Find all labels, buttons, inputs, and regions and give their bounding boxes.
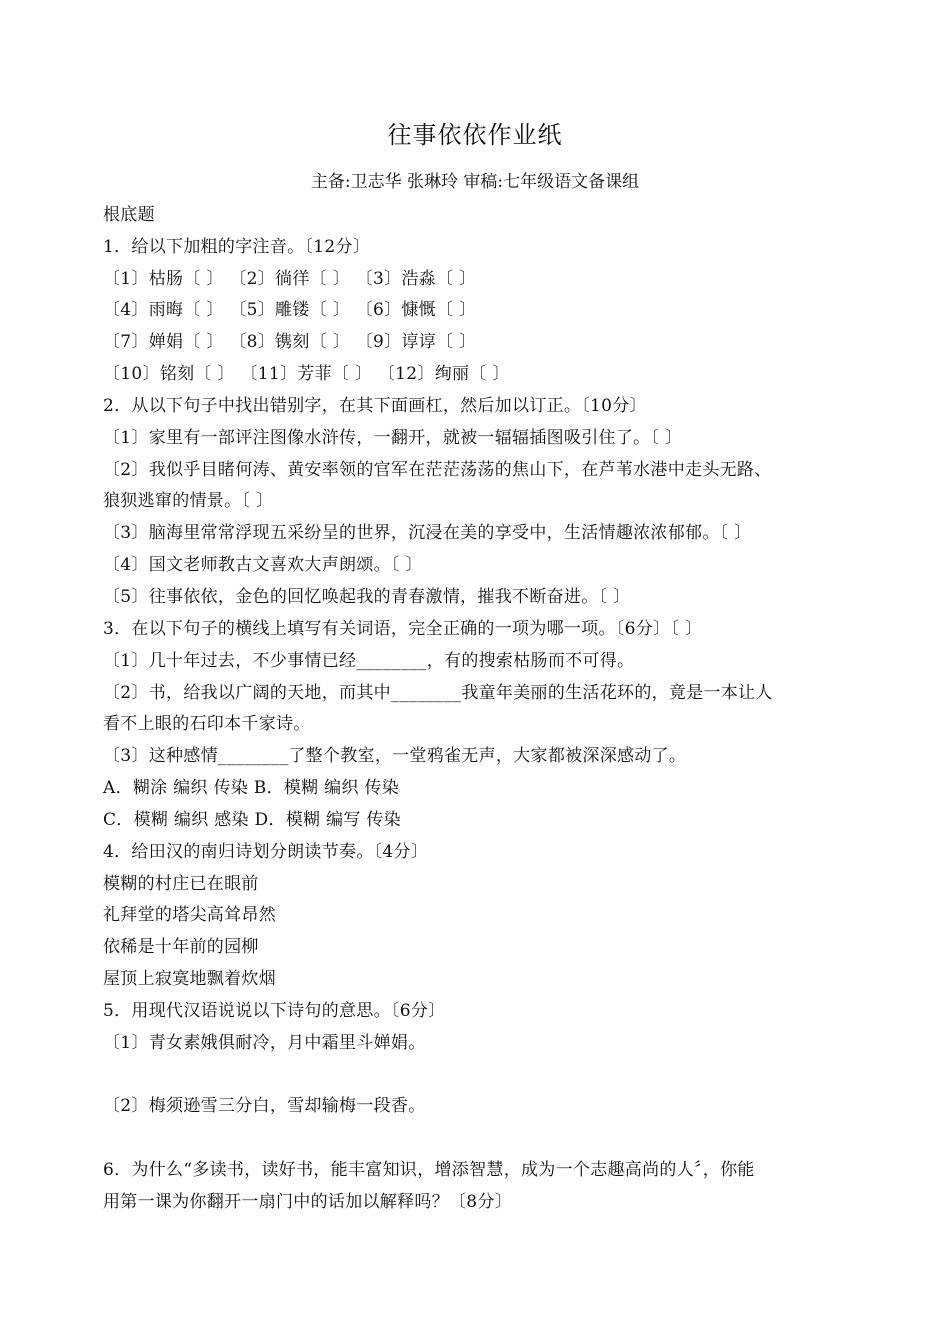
question-3-options: A．糊涂 编织 传染 B．模糊 编织 传染 bbox=[103, 778, 400, 798]
section-heading: 根底题 bbox=[103, 205, 155, 225]
question-3-stem: 3．在以下句子的横线上填写有关词语，完全正确的一项为哪一项。〔6分〕〔 〕 bbox=[103, 619, 703, 639]
question-2-item-cont: 狼狈逃窜的情景。〔 〕 bbox=[103, 491, 274, 511]
page-title: 往事依依作业纸 bbox=[387, 121, 563, 149]
question-3-item: 〔3〕这种感情________了整个教室，一堂鸦雀无声，大家都被深深感动了。 bbox=[103, 746, 687, 766]
question-2-item: 〔3〕脑海里常常浮现五采纷呈的世界，沉浸在美的享受中，生活情趣浓浓郁郁。〔 〕 bbox=[103, 523, 752, 543]
question-2-stem: 2．从以下句子中找出错别字，在其下面画杠，然后加以订正。〔10分〕 bbox=[103, 396, 647, 416]
poem-line: 屋顶上寂寞地飘着炊烟 bbox=[103, 969, 276, 989]
question-3-item: 〔1〕几十年过去，不少事情已经________，有的搜索枯肠而不可得。 bbox=[103, 651, 635, 671]
question-3-options: C．模糊 编织 感染 D．模糊 编写 传染 bbox=[103, 810, 401, 830]
question-4-stem: 4．给田汉的南归诗划分朗读节奏。〔4分〕 bbox=[103, 842, 429, 862]
question-1-row: 〔7〕婵娟〔 〕 〔8〕镌刻〔 〕 〔9〕谆谆〔 〕 bbox=[103, 332, 477, 352]
question-5-item: 〔2〕梅须逊雪三分白，雪却输梅一段香。 bbox=[103, 1096, 426, 1116]
question-5-item: 〔1〕青女素娥俱耐冷，月中霜里斗婵娟。 bbox=[103, 1033, 426, 1053]
question-2-item: 〔4〕国文老师教古文喜欢大声朗颂。〔 〕 bbox=[103, 555, 423, 575]
question-2-item: 〔5〕往事依依，金色的回忆唤起我的青春激情，摧我不断奋进。〔 〕 bbox=[103, 587, 631, 607]
question-3-item: 〔2〕书，给我以广阔的天地，而其中________我童年美丽的生活花环的，竟是一本让人 bbox=[103, 683, 773, 703]
question-6-stem-cont: 用第一课为你翻开一扇门中的话加以解释吗？〔8分〕 bbox=[103, 1192, 513, 1212]
question-5-stem: 5．用现代汉语说说以下诗句的意思。〔6分〕 bbox=[103, 1001, 446, 1021]
question-1-row: 〔4〕雨晦〔 〕 〔5〕雕镂〔 〕 〔6〕慷慨〔 〕 bbox=[103, 300, 477, 320]
poem-line: 模糊的村庄已在眼前 bbox=[103, 874, 259, 894]
author-line: 主备:卫志华 张琳玲 审稿:七年级语文备课组 bbox=[310, 172, 640, 192]
question-6-stem: 6．为什么“多读书，读好书，能丰富知识，增添智慧，成为一个志趣高尚的人〞，你能 bbox=[103, 1160, 755, 1180]
question-3-item-cont: 看不上眼的石印本千家诗。 bbox=[103, 714, 311, 734]
question-1-stem: 1．给以下加粗的字注音。〔12分〕 bbox=[103, 237, 371, 257]
poem-line: 依稀是十年前的园柳 bbox=[103, 937, 259, 957]
poem-line: 礼拜堂的塔尖高耸昂然 bbox=[103, 905, 276, 925]
question-2-item: 〔2〕我似乎目睹何涛、黄安率领的官军在茫茫荡荡的焦山下，在芦苇水港中走头无路、 bbox=[103, 460, 772, 480]
question-2-item: 〔1〕家里有一部评注图像水浒传，一翻开，就被一辐辐插图吸引住了。〔 〕 bbox=[103, 428, 683, 448]
question-1-row: 〔1〕枯肠〔 〕 〔2〕徜徉〔 〕 〔3〕浩淼〔 〕 bbox=[103, 269, 477, 289]
question-1-row: 〔10〕铭刻〔 〕 〔11〕芳菲〔 〕 〔12〕绚丽〔 〕 bbox=[103, 364, 510, 384]
